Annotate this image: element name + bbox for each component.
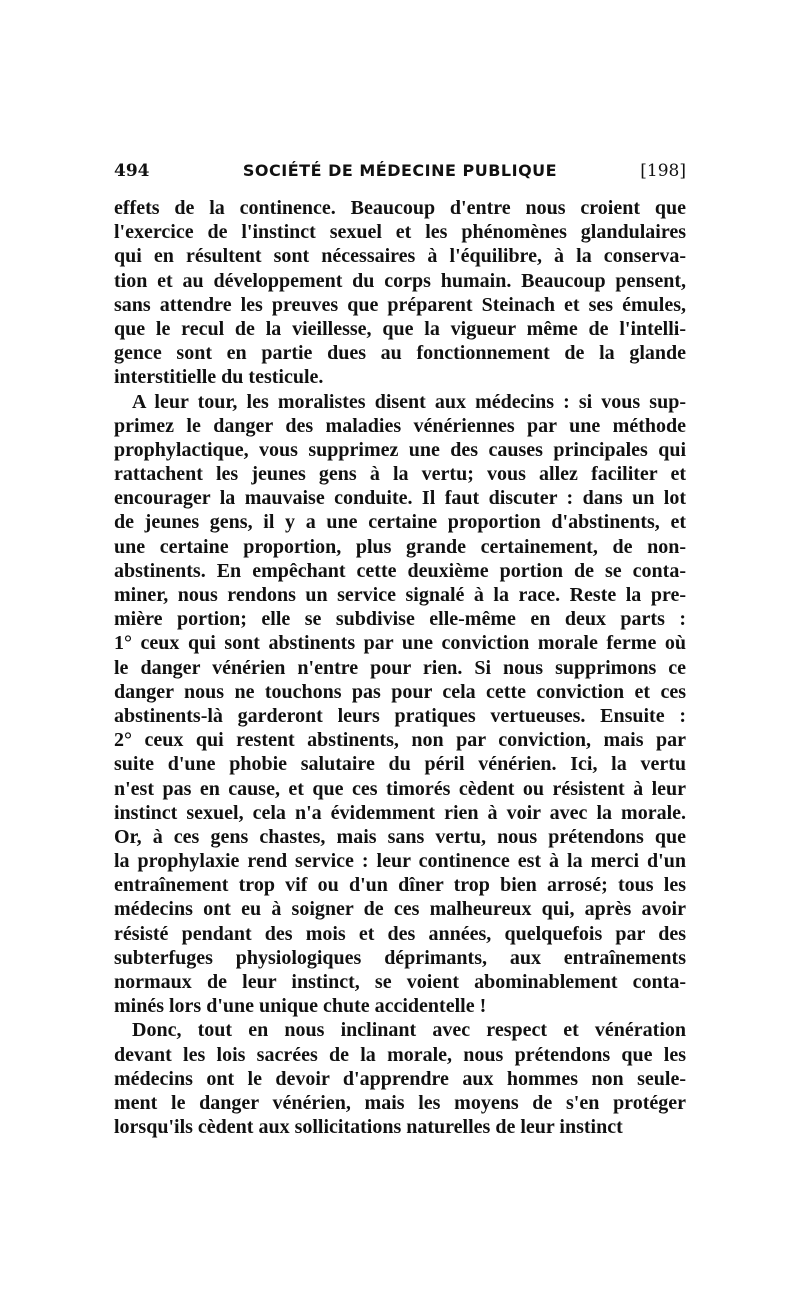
text-line: encourager la mauvaise conduite. Il faut discuter : dans un lot [114,487,686,510]
text-line: qui en résultent sont nécessaires à l'équilibre, à la conserva- [114,245,686,268]
paragraph [114,390,686,1019]
text-line: suite d'une phobie salutaire du péril vénérien. Ici, la vertu [114,753,686,776]
text-line: médecins ont le devoir d'apprendre aux hommes non seule- [114,1067,686,1090]
text-line: mière portion; elle se subdivise elle-même en deux parts : [114,608,686,631]
text-line: tion et au développement du corps humain. Beaucoup pensent, [114,269,686,292]
text-line: sans attendre les preuves que préparent Steinach et ses émules, [114,293,686,316]
text-line: prophylactique, vous supprimez une des causes principales qui [114,438,686,461]
text-line: la prophylaxie rend service : leur continence est à la merci d'un [114,850,686,873]
page-number: 494 [114,161,150,181]
text-line: minés lors d'une unique chute accidentelle ! [114,995,487,1018]
text-line: A leur tour, les moralistes disent aux médecins : si vous sup- [132,390,686,413]
paragraph [114,1018,686,1139]
body-text [114,196,686,1139]
text-line: abstinents. En empêchant cette deuxième portion de se conta- [114,559,686,582]
text-line: gence sont en partie dues au fonctionnement de la glande [114,342,686,365]
text-line: une certaine proportion, plus grande certainement, de non- [114,535,686,558]
text-line: instinct sexuel, cela n'a évidemment rien à voir avec la morale. [114,801,686,824]
text-line: devant les lois sacrées de la morale, nous prétendons que les [114,1043,686,1066]
original-page-number: [198] [640,161,686,181]
running-title: SOCIÉTÉ DE MÉDECINE PUBLIQUE [242,161,558,180]
text-line: de jeunes gens, il y a une certaine proportion d'abstinents, et [114,511,686,534]
text-line: médecins ont eu à soigner de ces malheureux qui, après avoir [114,898,686,921]
paragraph [114,196,686,390]
text-line: subterfuges physiologiques déprimants, aux entraînements [114,946,686,969]
text-line: ment le danger vénérien, mais les moyens de s'en protéger [114,1091,686,1114]
text-line: Or, à ces gens chastes, mais sans vertu, nous prétendons que [114,825,686,848]
text-line: primez le danger des maladies vénériennes par une méthode [114,414,686,437]
running-header [114,160,686,182]
text-line: abstinents-là garderont leurs pratiques vertueuses. Ensuite : [114,704,686,727]
text-line: rattachent les jeunes gens à la vertu; vous allez faciliter et [114,463,686,486]
text-line: que le recul de la vieillesse, que la vigueur même de l'intelli- [114,317,686,340]
text-line: 1° ceux qui sont abstinents par une conviction morale ferme où [114,632,686,655]
text-line: entraînement trop vif ou d'un dîner trop bien arrosé; tous les [114,874,686,897]
text-line: normaux de leur instinct, se voient abominablement conta- [114,971,686,993]
text-line: le danger vénérien n'entre pour rien. Si nous supprimons ce [114,656,686,679]
text-line: résisté pendant des mois et des années, quelquefois par des [114,922,686,945]
text-line: effets de la continence. Beaucoup d'entre nous croient que [114,197,686,219]
text-line: danger nous ne touchons pas pour cela cette conviction et ces [114,680,686,703]
text-line: 2° ceux qui restent abstinents, non par conviction, mais par [114,729,686,752]
text-line: l'exercice de l'instinct sexuel et les phénomènes glandulaires [114,221,686,244]
text-line: interstitielle du testicule. [114,366,324,389]
text-line: Donc, tout en nous inclinant avec respect et vénération [132,1019,686,1042]
text-line: lorsqu'ils cèdent aux sollicitations naturelles de leur instinct [114,1116,623,1139]
text-line: n'est pas en cause, et que ces timorés cèdent ou résistent à leur [114,777,686,800]
text-line: miner, nous rendons un service signalé à la race. Reste la pre- [114,584,686,606]
